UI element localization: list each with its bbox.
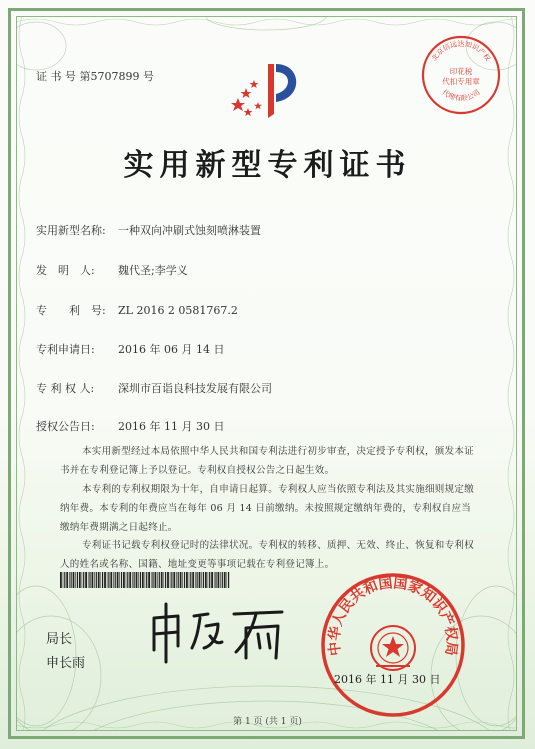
field-label: 专 利 号: xyxy=(36,304,106,317)
agency-tax-seal xyxy=(420,34,502,116)
seal-date: 2016 年 11 月 30 日 xyxy=(334,673,441,686)
patent-office-emblem-icon xyxy=(228,58,308,120)
svg-text:代理有限公司: 代理有限公司 xyxy=(440,88,482,103)
page-number: 第 1 页 (共 1 页) xyxy=(233,717,302,727)
paragraph-grant: 本实用新型经过本局依照中华人民共和国专利法进行初步审查，决定授予专利权，颁发本证书并在专利登记簿上予以登记。专利权自授权公告之日起生效。 xyxy=(60,446,475,476)
field-value: 魏代圣;李学义 xyxy=(118,264,188,277)
field-label: 专 利 权 人: xyxy=(36,382,95,395)
svg-text:代扣专用章: 代扣专用章 xyxy=(442,77,480,86)
field-inventor xyxy=(36,262,188,278)
certificate-title: 实用新型专利证书 xyxy=(123,148,412,183)
director-title: 局长 xyxy=(46,632,73,647)
field-label: 专利申请日: xyxy=(36,343,95,356)
field-value: ZL 2016 2 0581767.2 xyxy=(118,304,238,317)
field-filing-date xyxy=(36,341,224,357)
svg-text:中华人民共和国国家知识产权局: 中华人民共和国国家知识产权局 xyxy=(326,575,460,657)
svg-text:印花税: 印花税 xyxy=(449,67,473,76)
director-name: 申长雨 xyxy=(46,656,86,671)
paragraph-term: 本专利的专利权期限为十年，自申请日起算。专利权人应当依照专利法及其实施细则规定缴纳年费。本专利的年费应当在每年 06 月 14 日前缴纳。未按照规定缴纳年费的，专利权自应当缴纳年费期满之日起终止。 xyxy=(60,484,475,533)
field-label: 实用新型名称: xyxy=(36,224,106,237)
field-label: 授权公告日: xyxy=(36,420,95,433)
field-value: 一种双向冲刷式蚀刻喷淋装置 xyxy=(118,224,261,237)
certificate-number: 证 书 号 第5707899 号 xyxy=(36,70,154,83)
field-utility-model-name xyxy=(36,222,261,238)
official-seal xyxy=(318,570,468,720)
svg-text:北京信远达知识产权: 北京信远达知识产权 xyxy=(430,40,492,63)
field-value: 2016 年 11 月 30 日 xyxy=(118,420,225,433)
field-patent-number xyxy=(36,302,238,318)
field-value: 深圳市百诣良科技发展有限公司 xyxy=(118,382,272,395)
field-grant-date xyxy=(36,418,224,434)
barcode xyxy=(60,572,230,588)
field-value: 2016 年 06 月 14 日 xyxy=(118,343,225,356)
field-label: 发 明 人: xyxy=(36,264,95,277)
field-patentee xyxy=(36,380,272,396)
paragraph-legal-status: 专利证书记载专利权登记时的法律状况。专利权的转移、质押、无效、终止、恢复和专利权人的姓名或名称、国籍、地址变更等事项记载在专利登记簿上。 xyxy=(60,540,475,570)
handwritten-signature xyxy=(148,596,298,666)
